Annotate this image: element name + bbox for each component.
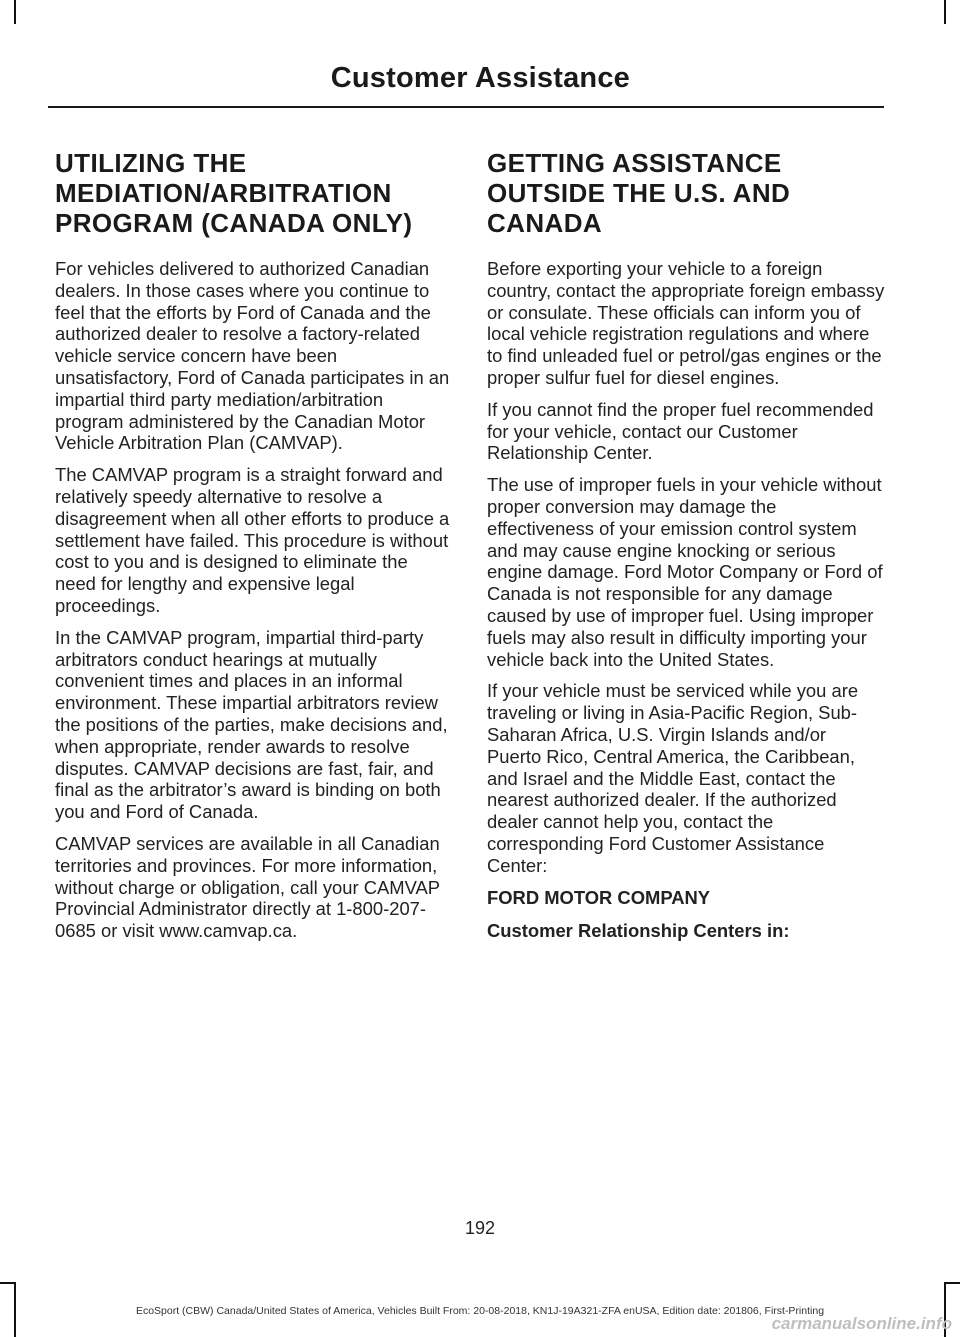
paragraph: If you cannot find the proper fuel recommended for your vehicle, contact our Customer Relationship Center. xyxy=(487,398,874,464)
paragraph: For vehicles delivered to authorized Canadian dealers. In those cases where you continue to feel that the efforts by Ford of Canada and the authorized dealer to resolve a factory-related vehicle service concern have been unsatisfactory, Ford of Canada participates in an impartial third party mediation/arbitration program administered by the Canadian Motor Vehicle Arbitration Plan (CAMVAP). xyxy=(55,258,450,454)
crop-mark-bottom-left-h xyxy=(0,1282,16,1284)
crop-mark-top-right xyxy=(944,0,946,24)
footer-edition-info: EcoSport (CBW) Canada/United States of America, Vehicles Built From: 20-08-2018, KN1J-19A321-ZFA enUSA, Edition date: 201806, First-Printing xyxy=(135,1305,825,1317)
centers-label: Customer Relationship Centers in: xyxy=(487,920,790,942)
right-column xyxy=(487,148,885,954)
company-label: FORD MOTOR COMPANY xyxy=(487,886,711,908)
left-column xyxy=(55,148,453,952)
paragraph: The use of improper fuels in your vehicle without proper conversion may damage the effectiveness of your emission control system and may cause engine knocking or serious engine damage. Ford Motor Company or Ford of Canada is not responsible for any damage caused by use of improper fuel. Using improper fuels may also result in difficulty importing your vehicle back into the United States. xyxy=(487,474,883,670)
watermark: carmanualsonline.info xyxy=(771,1314,952,1333)
header-divider xyxy=(48,106,884,108)
section-heading-mediation: UTILIZING THE MEDIATION/ARBITRATION PROGRAM (CANADA ONLY) xyxy=(55,148,413,238)
paragraph: The CAMVAP program is a straight forward and relatively speedy alternative to resolve a disagreement when all other efforts to produce a settlement have failed. This procedure is without cost to you and is designed to eliminate the need for lengthy and expensive legal proceedings. xyxy=(55,464,450,616)
crop-mark-bottom-right-h xyxy=(944,1282,960,1284)
page-number: 192 xyxy=(464,1218,496,1238)
section-heading-outside-us-canada: GETTING ASSISTANCE OUTSIDE THE U.S. AND CANADA xyxy=(487,148,791,238)
paragraph: CAMVAP services are available in all Canadian territories and provinces. For more information, without charge or obligation, call your CAMVAP Provincial Administrator directly at 1-800-207-0685 or visit www.camvap.ca. xyxy=(55,832,440,942)
page-header-title: Customer Assistance xyxy=(330,62,630,94)
crop-mark-top-left xyxy=(14,0,16,24)
paragraph: Before exporting your vehicle to a foreign country, contact the appropriate foreign embassy or consulate. These officials can inform you of local vehicle registration regulations and where to find unleaded fuel or petrol/gas engines or the proper sulfur fuel for diesel engines. xyxy=(487,258,885,388)
paragraph: If your vehicle must be serviced while you are traveling or living in Asia-Pacific Region, Sub-Saharan Africa, U.S. Virgin Islands and/or Puerto Rico, Central America, the Caribbean, and Israel and the Middle East, contact the nearest authorized dealer. If the authorized dealer cannot help you, contact the corresponding Ford Customer Assistance Center: xyxy=(487,680,859,876)
paragraph: In the CAMVAP program, impartial third-party arbitrators conduct hearings at mutually convenient times and places in an informal environment. These impartial arbitrators review the positions of the parties, make decisions and, when appropriate, render awards to resolve disputes. CAMVAP decisions are fast, fair, and final as the arbitrator’s award is binding on both you and Ford of Canada. xyxy=(55,626,448,823)
